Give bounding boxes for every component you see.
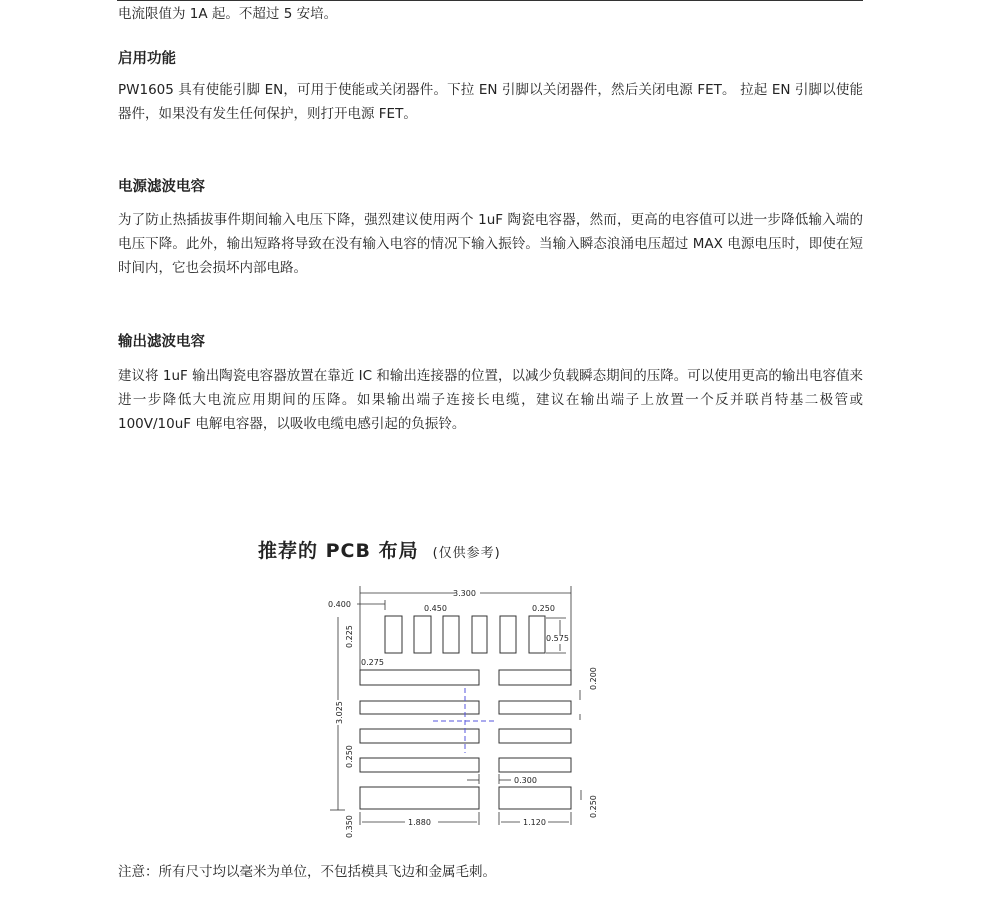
top-pads — [385, 616, 545, 653]
section-body: 建议将 1uF 输出陶瓷电容器放置在靠近 IC 和输出连接器的位置，以减少负载瞬态期间的压降。可以使用更高的输出电容值来进一步降低大电流应用期间的压降。如果输出端子连接长电缆，建议在输出端子上放置一个反并联肖特基二极管或 100V/10uF 电解电容器，以吸收电缆电感引起的负振铃。 — [118, 368, 863, 432]
dim-gap-top: 0.225 — [345, 625, 354, 648]
subtitle-text: (仅供参考) — [432, 546, 501, 561]
dim-gap-small: 0.275 — [361, 658, 384, 667]
intro-text: 电流限值为 1A 起。不超过 5 安培。 — [118, 6, 338, 22]
section-heading: 启用功能 — [118, 51, 176, 67]
dim-total-width: 3.300 — [453, 589, 476, 598]
dim-total-height: 3.025 — [335, 701, 344, 724]
dim-row-gap: 0.200 — [589, 667, 598, 690]
section-heading: 电源滤波电容 — [118, 179, 205, 195]
dimension-lines — [330, 586, 581, 825]
note-text: 注意：所有尺寸均以毫米为单位，不包括模具飞边和金属毛刺。 — [118, 864, 496, 880]
dim-bottom-left: 0.350 — [345, 815, 354, 838]
dim-right-length: 1.120 — [523, 818, 546, 827]
dim-center-gap: 0.300 — [514, 776, 537, 785]
dim-left-offset: 0.400 — [328, 600, 351, 609]
section-body: 为了防止热插拔事件期间输入电压下降，强烈建议使用两个 1uF 陶瓷电容器，然而，更高的电容值可以进一步降低输入端的电压下降。此外，输出短路将导致在没有输入电容的情况下输入振铃。当输入瞬态浪涌电压超过 MAX 电源电压时，即使在短时间内，它也会损坏内部电路。 — [118, 212, 863, 276]
dim-left-length: 1.880 — [408, 818, 431, 827]
dim-bottom-row: 0.250 — [589, 795, 598, 818]
title-text: 推荐的 PCB 布局 — [258, 540, 419, 562]
section-heading: 输出滤波电容 — [118, 334, 205, 350]
section-body: PW1605 具有使能引脚 EN，可用于使能或关闭器件。下拉 EN 引脚以关闭器件，然后关闭电源 FET。 拉起 EN 引脚以使能器件，如果没有发生任何保护，则打开电源 FET。 — [118, 82, 863, 122]
dim-row-height: 0.250 — [345, 745, 354, 768]
dim-pad-height: 0.575 — [546, 634, 569, 643]
dim-pad-width: 0.250 — [532, 604, 555, 613]
dim-pad-pitch: 0.450 — [424, 604, 447, 613]
